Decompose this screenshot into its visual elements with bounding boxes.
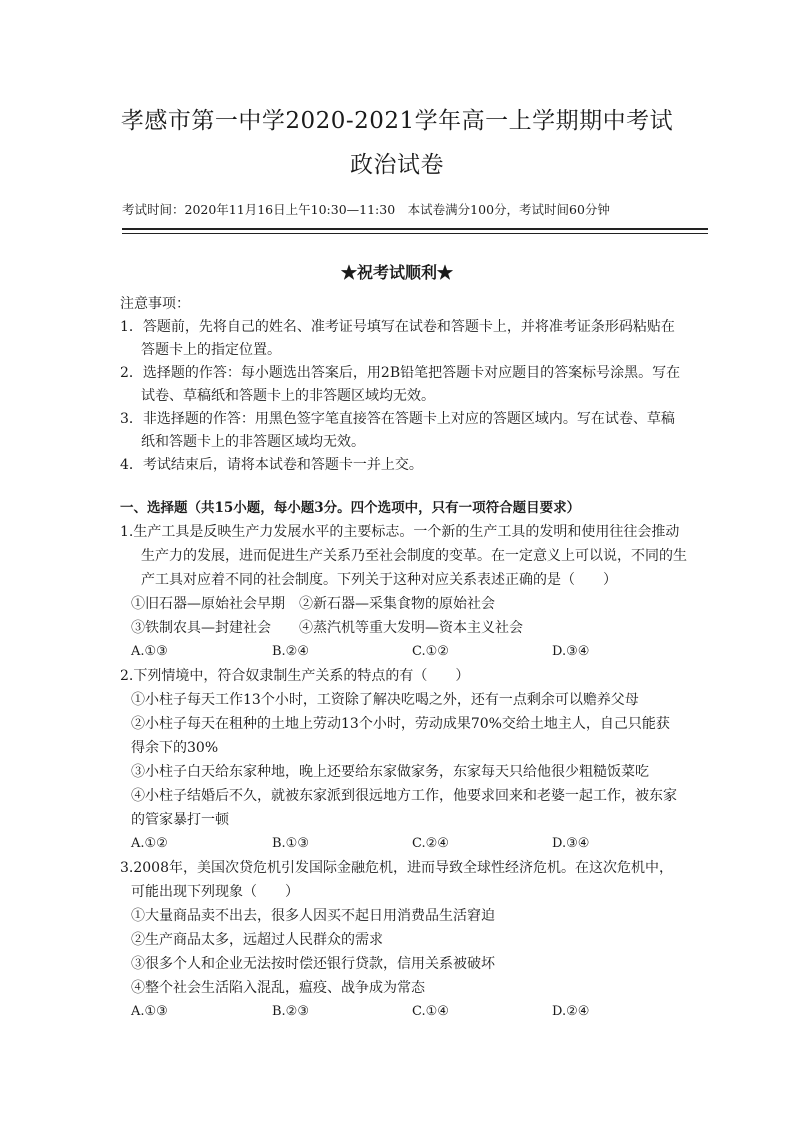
question-1-stem-line-1: 1.生产工具是反映生产力发展水平的主要标志。一个新的生产工具的发明和使用往往会推动 <box>120 524 680 540</box>
note-1-line-2: 答题卡上的指定位置。 <box>141 342 281 358</box>
question-3-option-b: B.②③ <box>272 1004 309 1019</box>
header-rule-thin <box>122 233 708 234</box>
question-1-option-a: A.①③ <box>131 644 168 659</box>
question-1-option-c: C.①② <box>412 644 449 659</box>
note-2-line-1: 2．选择题的作答：每小题选出答案后，用2B铅笔把答题卡对应题目的答案标号涂黑。写在 <box>120 365 681 381</box>
exam-info: 考试时间：2020年11月16日上午10:30—11:30 本试卷满分100分，考试时间60分钟 <box>122 202 610 217</box>
question-2-option-c: C.②④ <box>412 836 449 851</box>
question-3-option-c: C.①④ <box>412 1004 449 1019</box>
question-1-stem-line-3: 产工具对应着不同的社会制度。下列关于这种对应关系表述正确的是（ ） <box>141 572 617 588</box>
note-3-line-1: 3．非选择题的作答：用黑色签字笔直接答在答题卡上对应的答题区域内。写在试卷、草稿 <box>120 411 675 427</box>
question-2-option-a: A.①② <box>131 836 168 851</box>
question-1-statement-2: ③铁制农具—封建社会 ④蒸汽机等重大发明—资本主义社会 <box>131 620 523 636</box>
question-2-stem: 2.下列情境中，符合奴隶制生产关系的特点的有（ ） <box>120 668 470 684</box>
question-3-option-d: D.②④ <box>552 1004 590 1019</box>
question-3-option-a: A.①③ <box>131 1004 168 1019</box>
question-2-option-d: D.③④ <box>552 836 590 851</box>
note-3-line-2: 纸和答题卡上的非答题区域均无效。 <box>141 434 365 450</box>
question-2-statement-2-line-1: ②小柱子每天在租种的土地上劳动13个小时，劳动成果70%交给土地主人，自己只能获 <box>131 716 670 732</box>
page-title: 孝感市第一中学2020-2021学年高一上学期期中考试 <box>120 108 674 134</box>
question-2-statement-1: ①小柱子每天工作13个小时，工资除了解决吃喝之外，还有一点剩余可以赡养父母 <box>131 692 639 708</box>
good-luck-banner: ★祝考试顺利★ <box>340 263 453 282</box>
question-3-statement-3: ③很多个人和企业无法按时偿还银行贷款，信用关系被破坏 <box>131 956 495 972</box>
question-3-statement-2: ②生产商品太多，远超过人民群众的需求 <box>131 932 383 948</box>
question-1-option-d: D.③④ <box>552 644 590 659</box>
question-2-statement-4-line-1: ④小柱子结婚后不久，就被东家派到很远地方工作，他要求回来和老婆一起工作，被东家 <box>131 788 677 804</box>
question-2-option-b: B.①③ <box>272 836 309 851</box>
question-1-statement-1: ①旧石器—原始社会早期 ②新石器—采集食物的原始社会 <box>131 596 495 612</box>
question-3-stem-line-2: 可能出现下列现象（ ） <box>131 884 299 900</box>
note-1-line-1: 1．答题前，先将自己的姓名、准考证号填写在试卷和答题卡上，并将准考证条形码粘贴在 <box>120 319 675 335</box>
question-3-stem-line-1: 3.2008年，美国次贷危机引发国际金融危机，进而导致全球性经济危机。在这次危机中， <box>120 860 673 876</box>
question-3-statement-1: ①大量商品卖不出去，很多人因买不起日用消费品生活窘迫 <box>131 908 495 924</box>
question-2-statement-4-line-2: 的管家暴打一顿 <box>131 812 229 828</box>
page-subtitle: 政治试卷 <box>350 152 444 178</box>
section-heading: 一、选择题（共15小题，每小题3分。四个选项中，只有一项符合题目要求） <box>120 500 581 516</box>
question-2-statement-3: ③小柱子白天给东家种地，晚上还要给东家做家务，东家每天只给他很少粗糙饭菜吃 <box>131 764 649 780</box>
question-3-statement-4: ④整个社会生活陷入混乱，瘟疫、战争成为常态 <box>131 980 425 996</box>
note-4: 4．考试结束后，请将本试卷和答题卡一并上交。 <box>120 457 423 473</box>
note-2-line-2: 试卷、草稿纸和答题卡上的非答题区域均无效。 <box>141 388 435 404</box>
header-rule-thick <box>122 228 708 230</box>
question-2-statement-2-line-2: 得余下的30% <box>131 740 219 756</box>
question-1-stem-line-2: 生产力的发展，进而促进生产关系乃至社会制度的变革。在一定意义上可以说，不同的生 <box>141 548 687 564</box>
question-1-option-b: B.②④ <box>272 644 309 659</box>
notes-heading: 注意事项： <box>120 296 190 312</box>
